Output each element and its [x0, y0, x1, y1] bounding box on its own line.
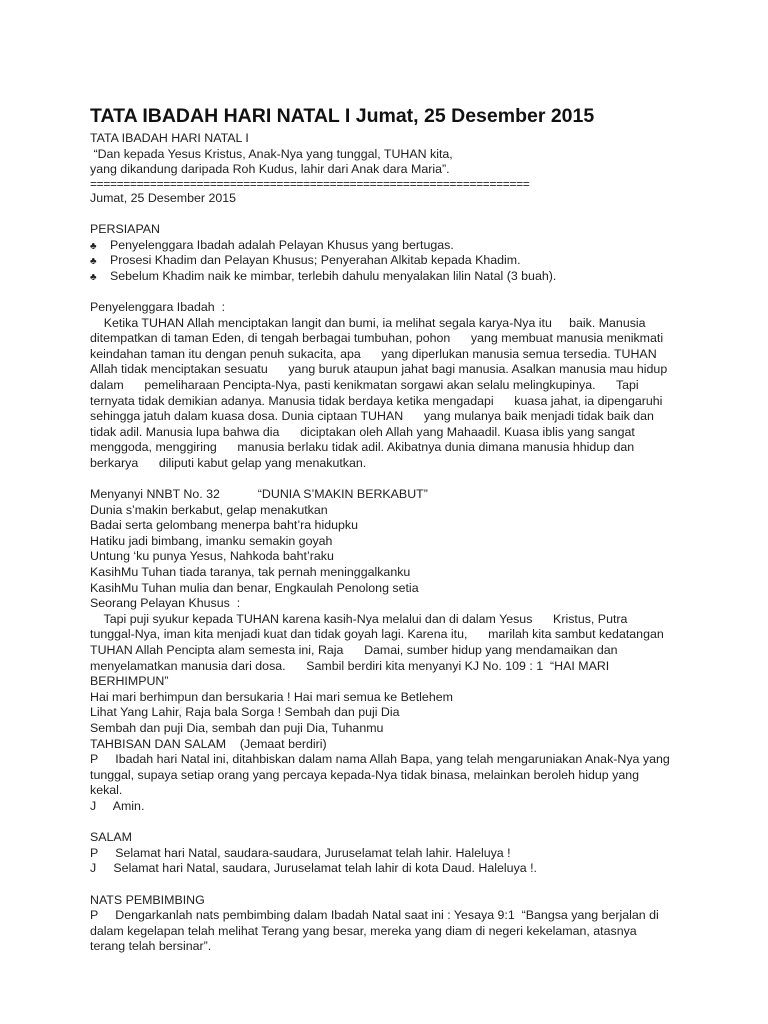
spacer	[90, 206, 690, 222]
paragraph-line: BERHIMPUN”	[90, 674, 169, 689]
paragraph-line: sehingga jatuh dalam kuasa dosa. Dunia ciptaan TUHAN yang mulanya baik menjadi tidak baik dan	[90, 409, 654, 424]
lyric-line: Untung ‘ku punya Yesus, Nahkoda baht’raku	[90, 549, 334, 564]
lyric-line: Hatiku jadi bimbang, imanku semakin goyah	[90, 533, 333, 548]
paragraph-line: tunggal-Nya, iman kita menjadi kuat dan tidak goyah lagi. Karena itu, marilah kita sambut kedatangan	[90, 627, 664, 642]
lyric-line: Badai serta gelombang menerpa baht’ra hidupku	[90, 518, 358, 533]
list-item	[90, 253, 690, 269]
list-item-text: Penyelenggara Ibadah adalah Pelayan Khusus yang bertugas.	[110, 237, 454, 252]
speaker-heading: Seorang Pelayan Khusus :	[90, 596, 241, 611]
section-heading-nats: NATS PEMBIMBING	[90, 892, 205, 907]
paragraph-line: tunggal, supaya setiap orang yang percaya kepada-Nya tidak binasa, melainkan beroleh hidup yang	[90, 767, 639, 782]
list-item	[90, 269, 690, 285]
paragraph-line: menggoda, menggiring manusia berlaku tidak adil. Akibatnya dunia dimana manusia hhidup dan	[90, 440, 635, 455]
date-line: Jumat, 25 Desember 2015	[90, 190, 237, 205]
paragraph-line: TUHAN Allah Pencipta alam semesta ini, Raja Damai, sumber hidup yang mendamaikan dan	[90, 643, 618, 657]
lyric-line: Lihat Yang Lahir, Raja bala Sorga ! Sembah dan puji Dia	[90, 705, 400, 720]
lyric-line: Dunia s’makin berkabut, gelap menakutkan	[90, 502, 328, 517]
section-heading-tahbisan: TAHBISAN DAN SALAM (Jemaat berdiri)	[90, 736, 327, 751]
response-line: J Selamat hari Natal, saudara, Juruselamat telah lahir di kota Daud. Haleluya !.	[90, 861, 537, 876]
paragraph-line: menyelamatkan manusia dari dosa. Sambil berdiri kita menyanyi KJ No. 109 : 1 “HAI MARI	[90, 658, 610, 673]
paragraph-line: tidak adil. Manusia lupa bahwa dia diciptakan oleh Allah yang Mahaadil. Kuasa iblis yang sangat	[90, 424, 635, 439]
section-heading-persiapan: PERSIAPAN	[90, 221, 161, 236]
club-bullet-icon: ♣	[90, 271, 97, 283]
response-line: P Selamat hari Natal, saudara-saudara, Juruselamat telah lahir. Haleluya !	[90, 845, 511, 860]
spacer	[90, 877, 690, 893]
paragraph-line: Ketika TUHAN Allah menciptakan langit dan bumi, ia melihat segala karya-Nya itu baik. Manusia	[90, 315, 646, 330]
section-heading-penyelenggara: Penyelenggara Ibadah :	[90, 299, 226, 314]
club-bullet-icon: ♣	[90, 256, 97, 268]
lyric-line: Sembah dan puji Dia, sembah dan puji Dia, Tuhanmu	[90, 720, 384, 735]
spacer	[90, 284, 690, 300]
lyric-line: Hai mari berhimpun dan bersukaria ! Hai mari semua ke Betlehem	[90, 689, 453, 704]
paragraph-line: terang telah bersinar”.	[90, 939, 212, 954]
response-line: J Amin.	[90, 798, 145, 813]
paragraph-line: berkarya diliputi kabut gelap yang menakutkan.	[90, 455, 367, 470]
document-page	[90, 104, 690, 955]
spacer	[90, 471, 690, 487]
page-title: TATA IBADAH HARI NATAL I Jumat, 25 Desember 2015	[90, 105, 595, 127]
paragraph-line: ditempatkan di taman Eden, di tengah berbagai tumbuhan, pohon yang membuat manusia menikmati	[90, 331, 664, 346]
paragraph-line: Allah tidak menciptakan sesuatu yang buruk ataupun jahat bagi manusia. Asalkan manusia mau hidup	[90, 362, 668, 377]
club-bullet-icon: ♣	[90, 240, 97, 252]
paragraph-line: dalam pemeliharaan Pencipta-Nya, pasti kenikmatan sorgawi akan selalu melingkupinya. Tapi	[90, 377, 639, 392]
lyric-line: KasihMu Tuhan mulia dan benar, Engkaulah Penolong setia	[90, 580, 419, 595]
song-heading: Menyanyi NNBT No. 32 “DUNIA S’MAKIN BERKABUT”	[90, 487, 428, 502]
paragraph-line: ternyata tidak demikian adanya. Manusia tidak berdaya ketika mengadapi kuasa jahat, ia dipengaruhi	[90, 393, 663, 408]
verse-line: “Dan kepada Yesus Kristus, Anak-Nya yang tunggal, TUHAN kita,	[90, 146, 453, 161]
paragraph-line: Tapi puji syukur kepada TUHAN karena kasih-Nya melalui dan di dalam Yesus Kristus, Putra	[90, 611, 628, 626]
paragraph-line: kekal.	[90, 783, 123, 798]
list-item-text: Sebelum Khadim naik ke mimbar, terlebih dahulu menyalakan lilin Natal (3 buah).	[110, 268, 557, 283]
section-heading-salam: SALAM	[90, 830, 133, 845]
lyric-line: KasihMu Tuhan tiada taranya, tak pernah meninggalkanku	[90, 565, 411, 580]
paragraph-line: P Dengarkanlah nats pembimbing dalam Ibadah Natal saat ini : Yesaya 9:1 “Bangsa yang berjalan di	[90, 908, 659, 923]
list-item-text: Prosesi Khadim dan Pelayan Khusus; Penyerahan Alkitab kepada Khadim.	[110, 253, 521, 268]
separator-rule: ==================================================================	[90, 177, 530, 191]
subtitle: TATA IBADAH HARI NATAL I	[90, 131, 249, 145]
paragraph-line: keindahan taman itu dengan penuh sukacita, apa yang diperlukan manusia semua tersedia. TUHAN	[90, 346, 657, 361]
paragraph-line: dalam kegelapan telah melihat Terang yang besar, mereka yang diam di negeri kekelaman, atasnya	[90, 923, 637, 938]
paragraph-line: P Ibadah hari Natal ini, ditahbiskan dalam nama Allah Bapa, yang telah mengaruniakan Anak-Nya yang	[90, 752, 670, 767]
verse-line: yang dikandung daripada Roh Kudus, lahir dari Anak dara Maria”.	[90, 162, 450, 177]
list-item	[90, 238, 690, 254]
spacer	[90, 815, 690, 831]
